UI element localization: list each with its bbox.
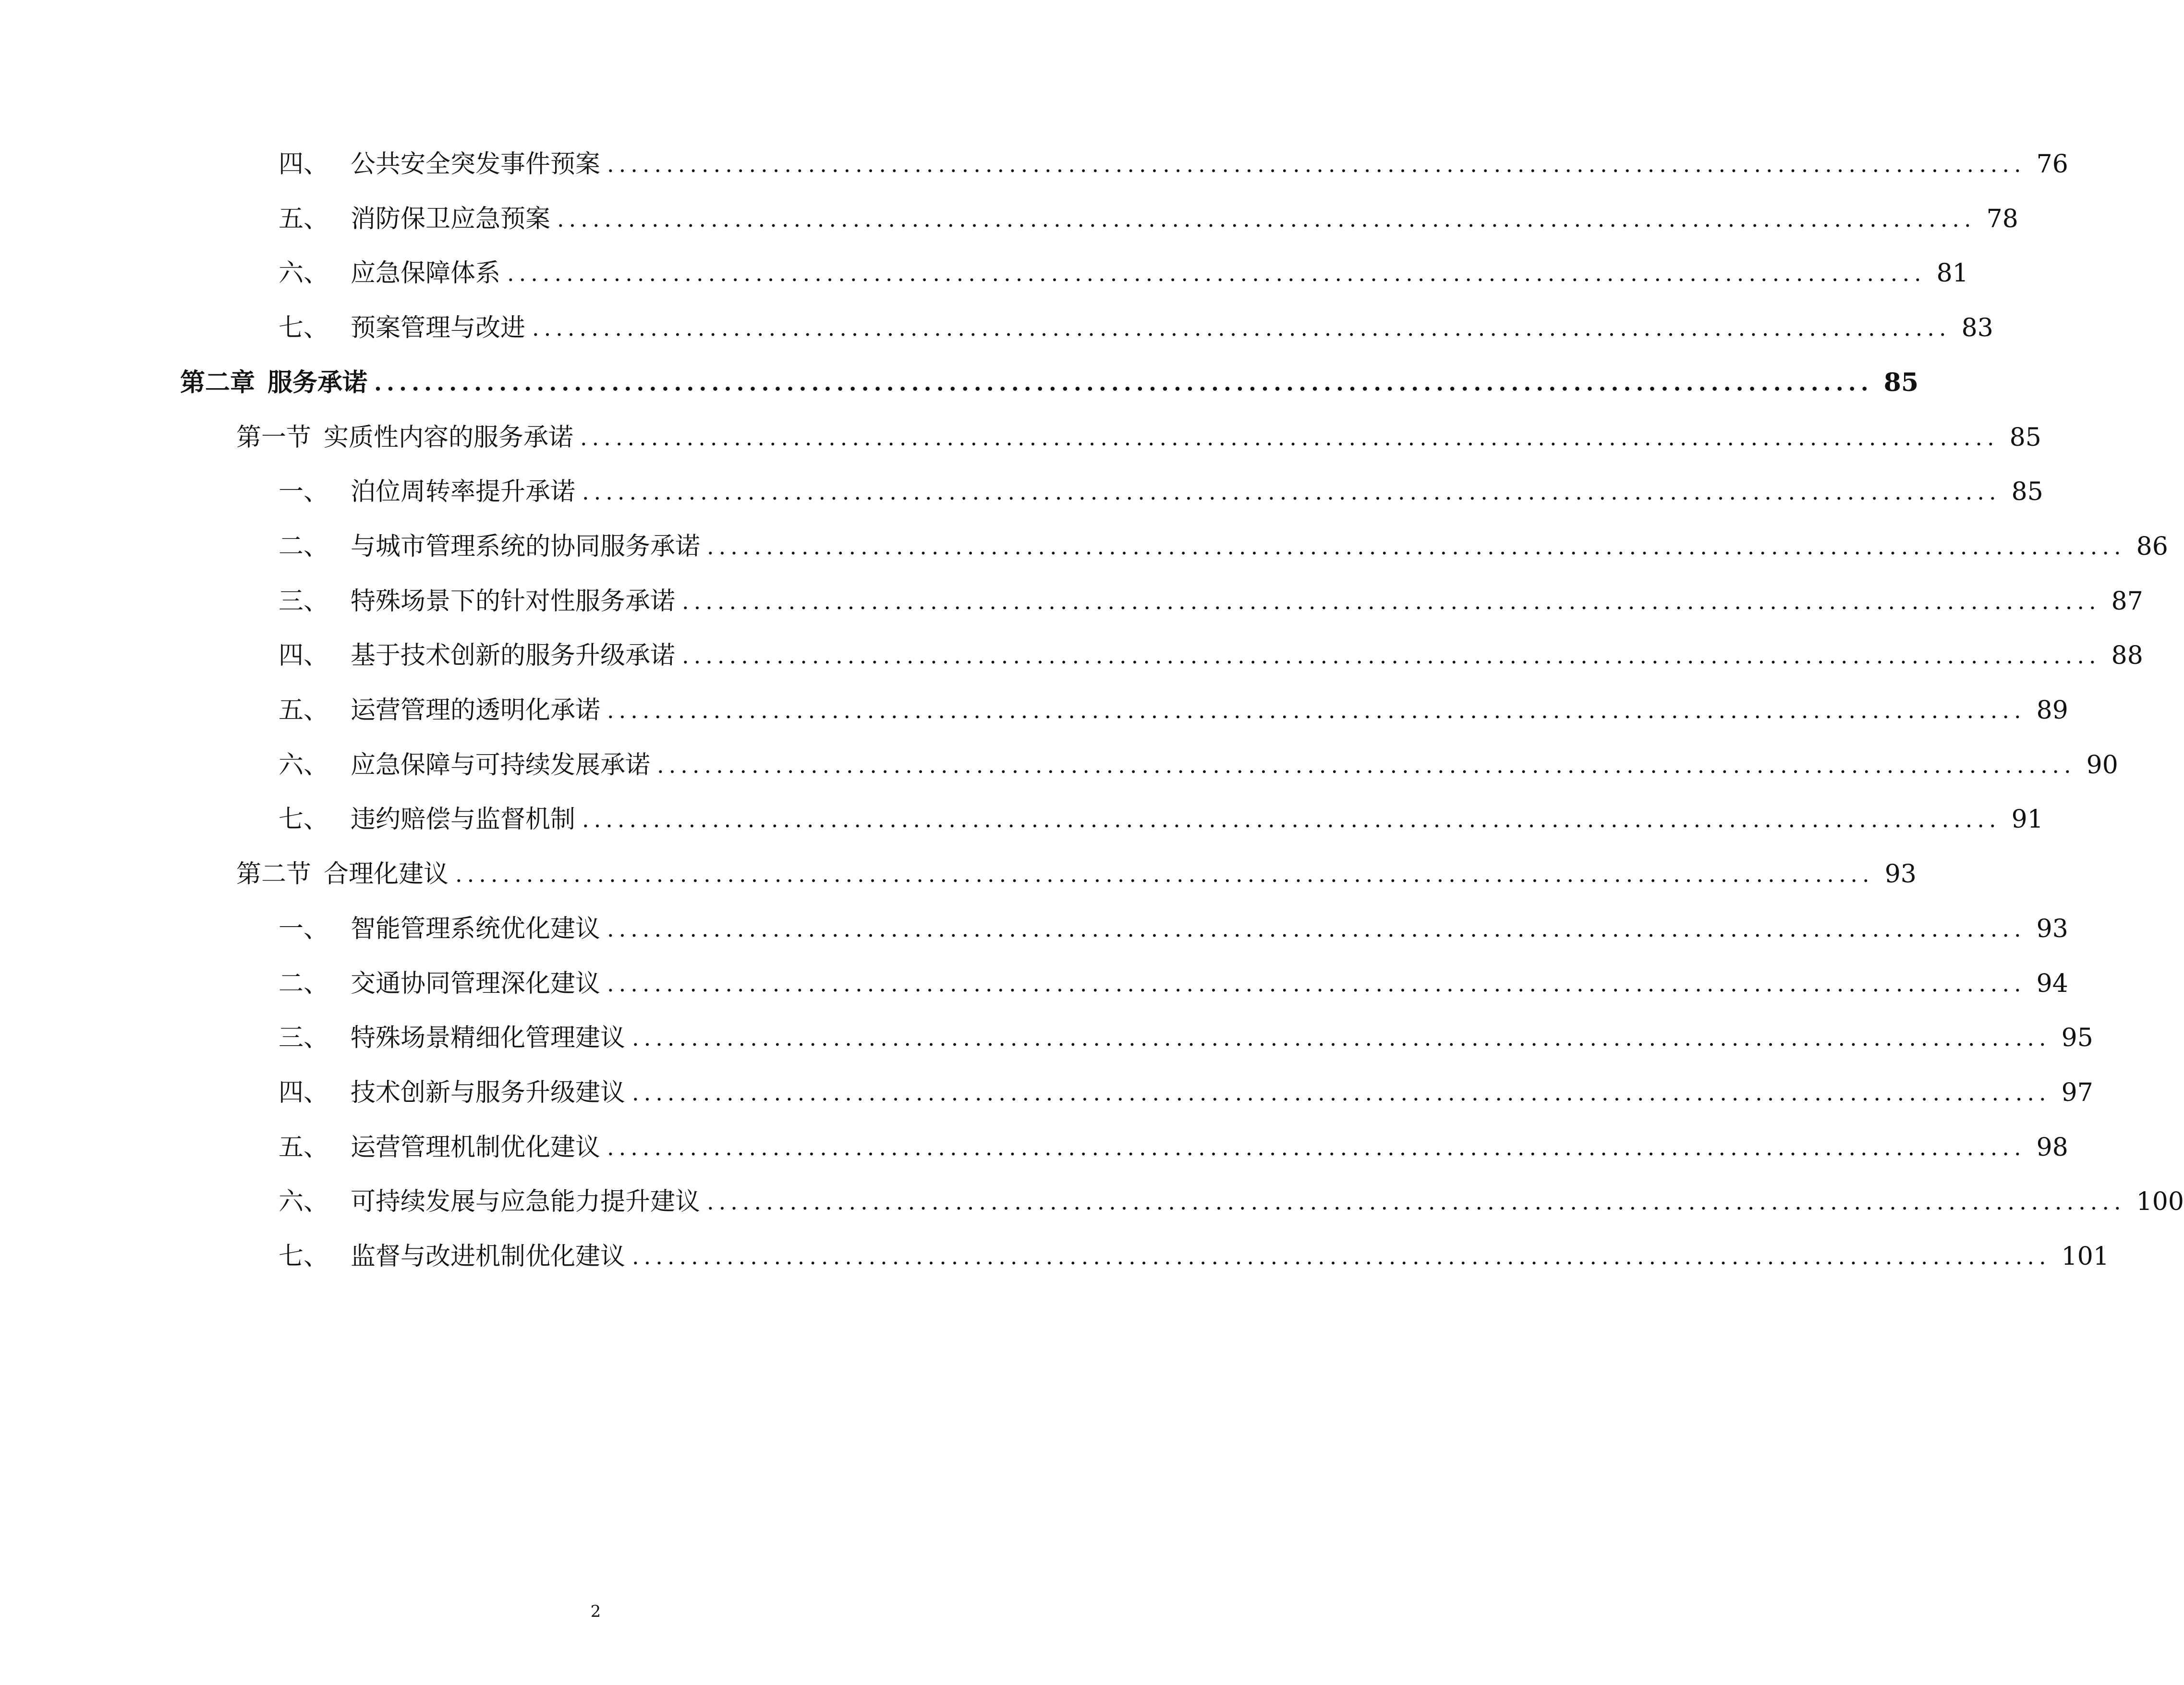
toc-dot-leader: ........................................................................................................................ (532, 315, 1951, 342)
toc-dot-leader: ........................................................................................................................ (682, 643, 2101, 669)
toc-entry[interactable] (279, 907, 2068, 951)
toc-entry-page: 87 (2111, 586, 2143, 616)
toc-entry[interactable] (279, 143, 2068, 186)
toc-entry-title: 运营管理的透明化承诺 (351, 696, 601, 725)
toc-entry[interactable] (279, 1071, 2093, 1114)
toc-entry-number: 七、 (279, 1242, 329, 1271)
toc-entry-page: 93 (1884, 860, 1917, 889)
toc-entry-page: 88 (2111, 641, 2143, 671)
toc-entry-page: 97 (2061, 1078, 2093, 1107)
toc-entry-number: 五、 (279, 1133, 329, 1162)
toc-entry-title: 监督与改进机制优化建议 (351, 1242, 626, 1271)
toc-entry-number: 四、 (279, 150, 329, 179)
toc-entry[interactable] (279, 1016, 2093, 1060)
toc-entry-title: 基于技术创新的服务升级承诺 (351, 641, 676, 671)
toc-entry-title: 预案管理与改进 (351, 314, 526, 343)
toc-entry[interactable] (279, 1180, 2184, 1223)
toc-dot-leader: ........................................................................................................................ (607, 970, 2026, 997)
toc-entry-title: 应急保障与可持续发展承诺 (351, 750, 651, 780)
toc-entry-number: 五、 (279, 696, 329, 725)
toc-entry-page: 94 (2036, 969, 2068, 998)
toc-dot-leader: ........................................................................................................................ (632, 1079, 2051, 1106)
toc-entry[interactable] (279, 798, 2043, 841)
toc-entry-page: 93 (2036, 914, 2068, 943)
toc-entry[interactable] (279, 634, 2143, 677)
toc-dot-leader: ........................................................................................................................ (707, 1189, 2126, 1215)
toc-entry-page: 100 (2136, 1187, 2184, 1217)
toc-entry[interactable] (279, 689, 2068, 732)
toc-entry-title: 与城市管理系统的协同服务承诺 (351, 532, 701, 561)
toc-entry-page: 83 (1961, 314, 1993, 343)
toc-entry-title: 消防保卫应急预案 (351, 204, 551, 233)
toc-dot-leader: ........................................................................................................................ (607, 697, 2026, 723)
toc-entry-page: 78 (1986, 204, 2018, 233)
toc-entry[interactable] (279, 580, 2143, 623)
toc-entry-title: 可持续发展与应急能力提升建议 (351, 1187, 701, 1217)
toc-entry-title: 智能管理系统优化建议 (351, 914, 601, 943)
toc-entry-page: 76 (2036, 150, 2068, 179)
toc-entry-page: 85 (2011, 477, 2043, 507)
toc-entry-number: 三、 (279, 1024, 329, 1053)
toc-entry-title: 合理化建议 (324, 860, 449, 889)
toc-entry[interactable] (279, 744, 2118, 787)
toc-dot-leader: ........................................................................................................................ (507, 260, 1926, 287)
toc-entry-number: 四、 (279, 1078, 329, 1107)
toc-entry[interactable] (279, 252, 1968, 295)
toc-entry[interactable] (236, 853, 1917, 896)
toc-entry[interactable] (279, 470, 2043, 513)
toc-dot-leader: ........................................................................................................................ (657, 752, 2076, 778)
toc-dot-leader: ........................................................................................................................ (607, 1134, 2026, 1160)
toc-entry-page: 95 (2061, 1024, 2093, 1053)
toc-entry-page: 91 (2011, 805, 2043, 834)
toc-entry-number: 三、 (279, 586, 329, 616)
toc-dot-leader: ........................................................................................................................ (607, 916, 2026, 942)
toc-dot-leader: ........................................................................................................................ (455, 861, 1874, 888)
toc-entry[interactable] (279, 962, 2068, 1005)
toc-dot-leader: ........................................................................................................................ (582, 479, 2001, 505)
toc-entry-number: 六、 (279, 1187, 329, 1217)
toc-entry[interactable] (279, 197, 2018, 241)
toc-entry-number: 二、 (279, 532, 329, 561)
toc-entry-title: 服务承诺 (267, 367, 368, 397)
toc-entry-number: 六、 (279, 259, 329, 288)
toc-entry-page: 90 (2086, 750, 2118, 780)
page-number: 2 (590, 1602, 601, 1621)
toc-entry-page: 98 (2036, 1133, 2068, 1162)
toc-entry-page: 89 (2036, 696, 2068, 725)
toc-dot-leader: ........................................................................................................................ (557, 206, 1976, 232)
toc-entry-number: 七、 (279, 805, 329, 834)
toc-entry-title: 泊位周转率提升承诺 (351, 477, 576, 507)
toc-entry-number: 第二节 (236, 860, 312, 889)
toc-entry-page: 85 (1883, 367, 1919, 397)
toc-entry[interactable] (279, 1235, 2109, 1278)
toc-entry-page: 101 (2061, 1242, 2109, 1271)
toc-entry-number: 一、 (279, 914, 329, 943)
toc-entry-number: 七、 (279, 314, 329, 343)
toc-entry-number: 二、 (279, 969, 329, 998)
toc-entry[interactable] (180, 361, 1919, 404)
toc-entry-title: 运营管理机制优化建议 (351, 1133, 601, 1162)
toc-entry-page: 85 (2009, 423, 2041, 452)
toc-dot-leader: ........................................................................................................................ (632, 1025, 2051, 1051)
toc-entry-title: 交通协同管理深化建议 (351, 969, 601, 998)
toc-entry-number: 第二章 (180, 367, 255, 397)
toc-entry-title: 应急保障体系 (351, 259, 501, 288)
toc-dot-leader: ........................................................................................................................ (582, 806, 2001, 833)
toc-entry-number: 六、 (279, 750, 329, 780)
toc-dot-leader: ........................................................................................................................ (607, 151, 2026, 177)
toc-entry-number: 四、 (279, 641, 329, 671)
toc-entry-number: 五、 (279, 204, 329, 233)
toc-entry-page: 86 (2136, 532, 2168, 561)
toc-dot-leader: ........................................................................................................................ (707, 533, 2126, 560)
toc-dot-leader: ........................................................................................................................ (682, 588, 2101, 614)
toc-entry-title: 特殊场景精细化管理建议 (351, 1024, 626, 1053)
toc-entry[interactable] (279, 306, 1993, 350)
toc-entry[interactable] (279, 1126, 2068, 1169)
toc-entry-title: 违约赔偿与监督机制 (351, 805, 576, 834)
toc-entry-number: 第一节 (236, 423, 312, 452)
toc-entry-title: 实质性内容的服务承诺 (324, 423, 574, 452)
toc-dot-leader: ........................................................................................................................ (580, 424, 1999, 451)
toc-entry-title: 公共安全突发事件预案 (351, 150, 601, 179)
toc-dot-leader: ........................................................................................................................ (374, 369, 1873, 396)
toc-entry-number: 一、 (279, 477, 329, 507)
toc-dot-leader: ........................................................................................................................ (632, 1244, 2051, 1270)
toc-entry[interactable] (236, 416, 2041, 459)
toc-entry-title: 特殊场景下的针对性服务承诺 (351, 586, 676, 616)
toc-entry-title: 技术创新与服务升级建议 (351, 1078, 626, 1107)
toc-entry-page: 81 (1936, 259, 1968, 288)
toc-entry[interactable] (279, 525, 2168, 568)
